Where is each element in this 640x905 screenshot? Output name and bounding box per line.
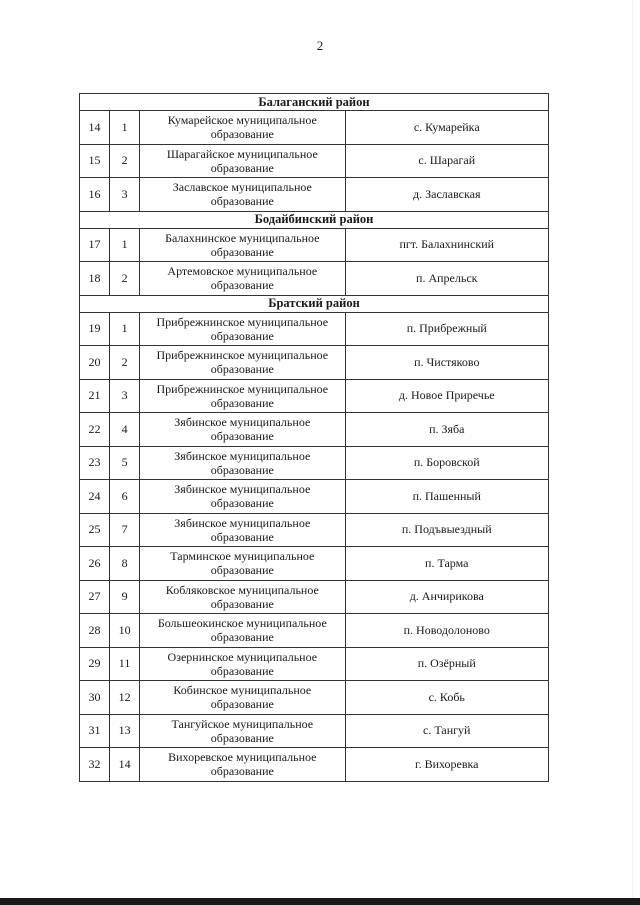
municipal-formation-cell [140,262,345,296]
settlement-name: п. Боровской [345,446,548,480]
municipal-formation-cell [140,111,345,145]
municipal-formation-cell [140,748,345,782]
municipal-formation-type: образование [210,462,274,477]
table-row [80,262,549,296]
settlement-name: п. Тарма [345,547,548,581]
municipal-formation-type: образование [210,194,274,209]
row-number: 25 [80,513,110,547]
municipal-formation-type: образование [210,278,274,293]
municipalities-table [79,93,549,782]
settlement-name: с. Шарагай [345,144,548,178]
municipal-formation-name: Озернинское муниципальное [167,649,318,664]
municipal-formation-name: Зябинское муниципальное [174,482,311,497]
municipal-formation-name: Артемовское муниципальное [167,264,318,279]
municipal-formation-name: Тарминское муниципальное [170,549,315,564]
district-name: Балаганский район [80,94,549,111]
municipal-formation-cell [140,614,345,648]
row-number: 16 [80,178,110,212]
district-row-number: 6 [110,480,140,514]
table-row [80,547,549,581]
district-row-number: 11 [110,647,140,681]
municipal-formation-cell [140,413,345,447]
municipal-formation-type: образование [210,328,274,343]
district-row-number: 4 [110,413,140,447]
municipal-formation-type: образование [210,663,274,678]
municipal-formation-type: образование [210,697,274,712]
settlement-name: с. Тангуй [345,714,548,748]
municipal-formation-name: Кобляковское муниципальное [165,582,319,597]
municipal-formation-name: Тангуйское муниципальное [171,716,314,731]
district-row-number: 2 [110,346,140,380]
table-row [80,614,549,648]
settlement-name: д. Анчирикова [345,580,548,614]
municipal-formation-cell [140,580,345,614]
row-number: 22 [80,413,110,447]
municipal-formation-name: Большеокинское муниципальное [157,616,327,631]
page-edge [632,0,640,905]
municipal-formation-cell [140,714,345,748]
row-number: 17 [80,228,110,262]
municipal-formation-type: образование [210,429,274,444]
row-number: 32 [80,748,110,782]
row-number: 27 [80,580,110,614]
district-row-number: 3 [110,178,140,212]
district-row-number: 1 [110,111,140,145]
municipal-formation-cell [140,228,345,262]
district-row-number: 2 [110,262,140,296]
municipal-formation-cell [140,312,345,346]
district-row-number: 2 [110,144,140,178]
table-row [80,446,549,480]
municipal-formation-type: образование [210,630,274,645]
settlement-name: п. Апрельск [345,262,548,296]
settlement-name: д. Новое Приречье [345,379,548,413]
row-number: 19 [80,312,110,346]
municipal-formation-type: образование [210,596,274,611]
municipal-formation-name: Кобинское муниципальное [173,683,312,698]
municipal-formation-name: Балахнинское муниципальное [165,230,320,245]
municipal-formation-name: Вихоревское муниципальное [168,750,317,765]
district-name: Бодайбинский район [80,211,549,228]
settlement-name: с. Кумарейка [345,111,548,145]
municipal-formation-name: Зябинское муниципальное [174,448,311,463]
table-body [80,94,549,782]
row-number: 26 [80,547,110,581]
municipal-formation-cell [140,346,345,380]
settlement-name: г. Вихоревка [345,748,548,782]
row-number: 14 [80,111,110,145]
table-row [80,480,549,514]
row-number: 21 [80,379,110,413]
row-number: 23 [80,446,110,480]
municipal-formation-type: образование [210,395,274,410]
municipal-formation-cell [140,144,345,178]
district-row-number: 9 [110,580,140,614]
row-number: 24 [80,480,110,514]
district-row-number: 8 [110,547,140,581]
settlement-name: п. Озёрный [345,647,548,681]
row-number: 29 [80,647,110,681]
settlement-name: п. Чистяково [345,346,548,380]
row-number: 31 [80,714,110,748]
municipal-formation-type: образование [210,496,274,511]
municipal-formation-cell [140,446,345,480]
municipal-formation-cell [140,647,345,681]
district-row-number: 10 [110,614,140,648]
table-row [80,312,549,346]
municipal-formation-cell [140,513,345,547]
row-number: 18 [80,262,110,296]
settlement-name: п. Прибрежный [345,312,548,346]
district-header-row [80,211,549,228]
table-row [80,681,549,715]
row-number: 20 [80,346,110,380]
table-row [80,379,549,413]
row-number: 30 [80,681,110,715]
municipal-formation-type: образование [210,127,274,142]
table-row [80,714,549,748]
table-row [80,647,549,681]
table-row [80,144,549,178]
municipal-formation-type: образование [210,160,274,175]
district-header-row [80,295,549,312]
municipal-formation-name: Заславское муниципальное [172,180,312,195]
municipal-formation-name: Шарагайское муниципальное [166,146,318,161]
district-row-number: 7 [110,513,140,547]
municipal-formation-name: Прибрежнинское муниципальное [156,381,329,396]
settlement-name: п. Подъвыездный [345,513,548,547]
municipal-formation-cell [140,379,345,413]
district-row-number: 12 [110,681,140,715]
settlement-name: д. Заславская [345,178,548,212]
district-row-number: 3 [110,379,140,413]
table-row [80,513,549,547]
district-row-number: 13 [110,714,140,748]
municipal-formation-type: образование [210,529,274,544]
table-row [80,748,549,782]
page-number: 2 [316,38,324,53]
settlement-name: п. Пашенный [345,480,548,514]
district-row-number: 5 [110,446,140,480]
municipal-formation-cell [140,681,345,715]
table-row [80,346,549,380]
municipal-formation-cell [140,178,345,212]
settlement-name: с. Кобь [345,681,548,715]
scan-edge-bar [0,898,640,905]
municipal-formation-name: Кумарейское муниципальное [167,113,317,128]
table-row [80,178,549,212]
municipal-formation-type: образование [210,362,274,377]
municipal-formation-name: Зябинское муниципальное [174,415,311,430]
row-number: 28 [80,614,110,648]
settlement-name: п. Зяба [345,413,548,447]
municipal-formation-cell [140,547,345,581]
table-row [80,580,549,614]
settlement-name: п. Новодолоново [345,614,548,648]
municipal-formation-type: образование [210,563,274,578]
municipal-formation-type: образование [210,244,274,259]
district-row-number: 14 [110,748,140,782]
municipal-formation-name: Прибрежнинское муниципальное [156,348,329,363]
district-row-number: 1 [110,228,140,262]
municipal-formation-type: образование [210,764,274,779]
table-row [80,413,549,447]
table-row [80,228,549,262]
municipal-formation-cell [140,480,345,514]
municipal-formation-name: Прибрежнинское муниципальное [156,314,329,329]
table-row [80,111,549,145]
row-number: 15 [80,144,110,178]
district-name: Братский район [80,295,549,312]
district-header-row [80,94,549,111]
municipal-formation-name: Зябинское муниципальное [174,515,311,530]
district-row-number: 1 [110,312,140,346]
settlement-name: пгт. Балахнинский [345,228,548,262]
municipal-formation-type: образование [210,730,274,745]
